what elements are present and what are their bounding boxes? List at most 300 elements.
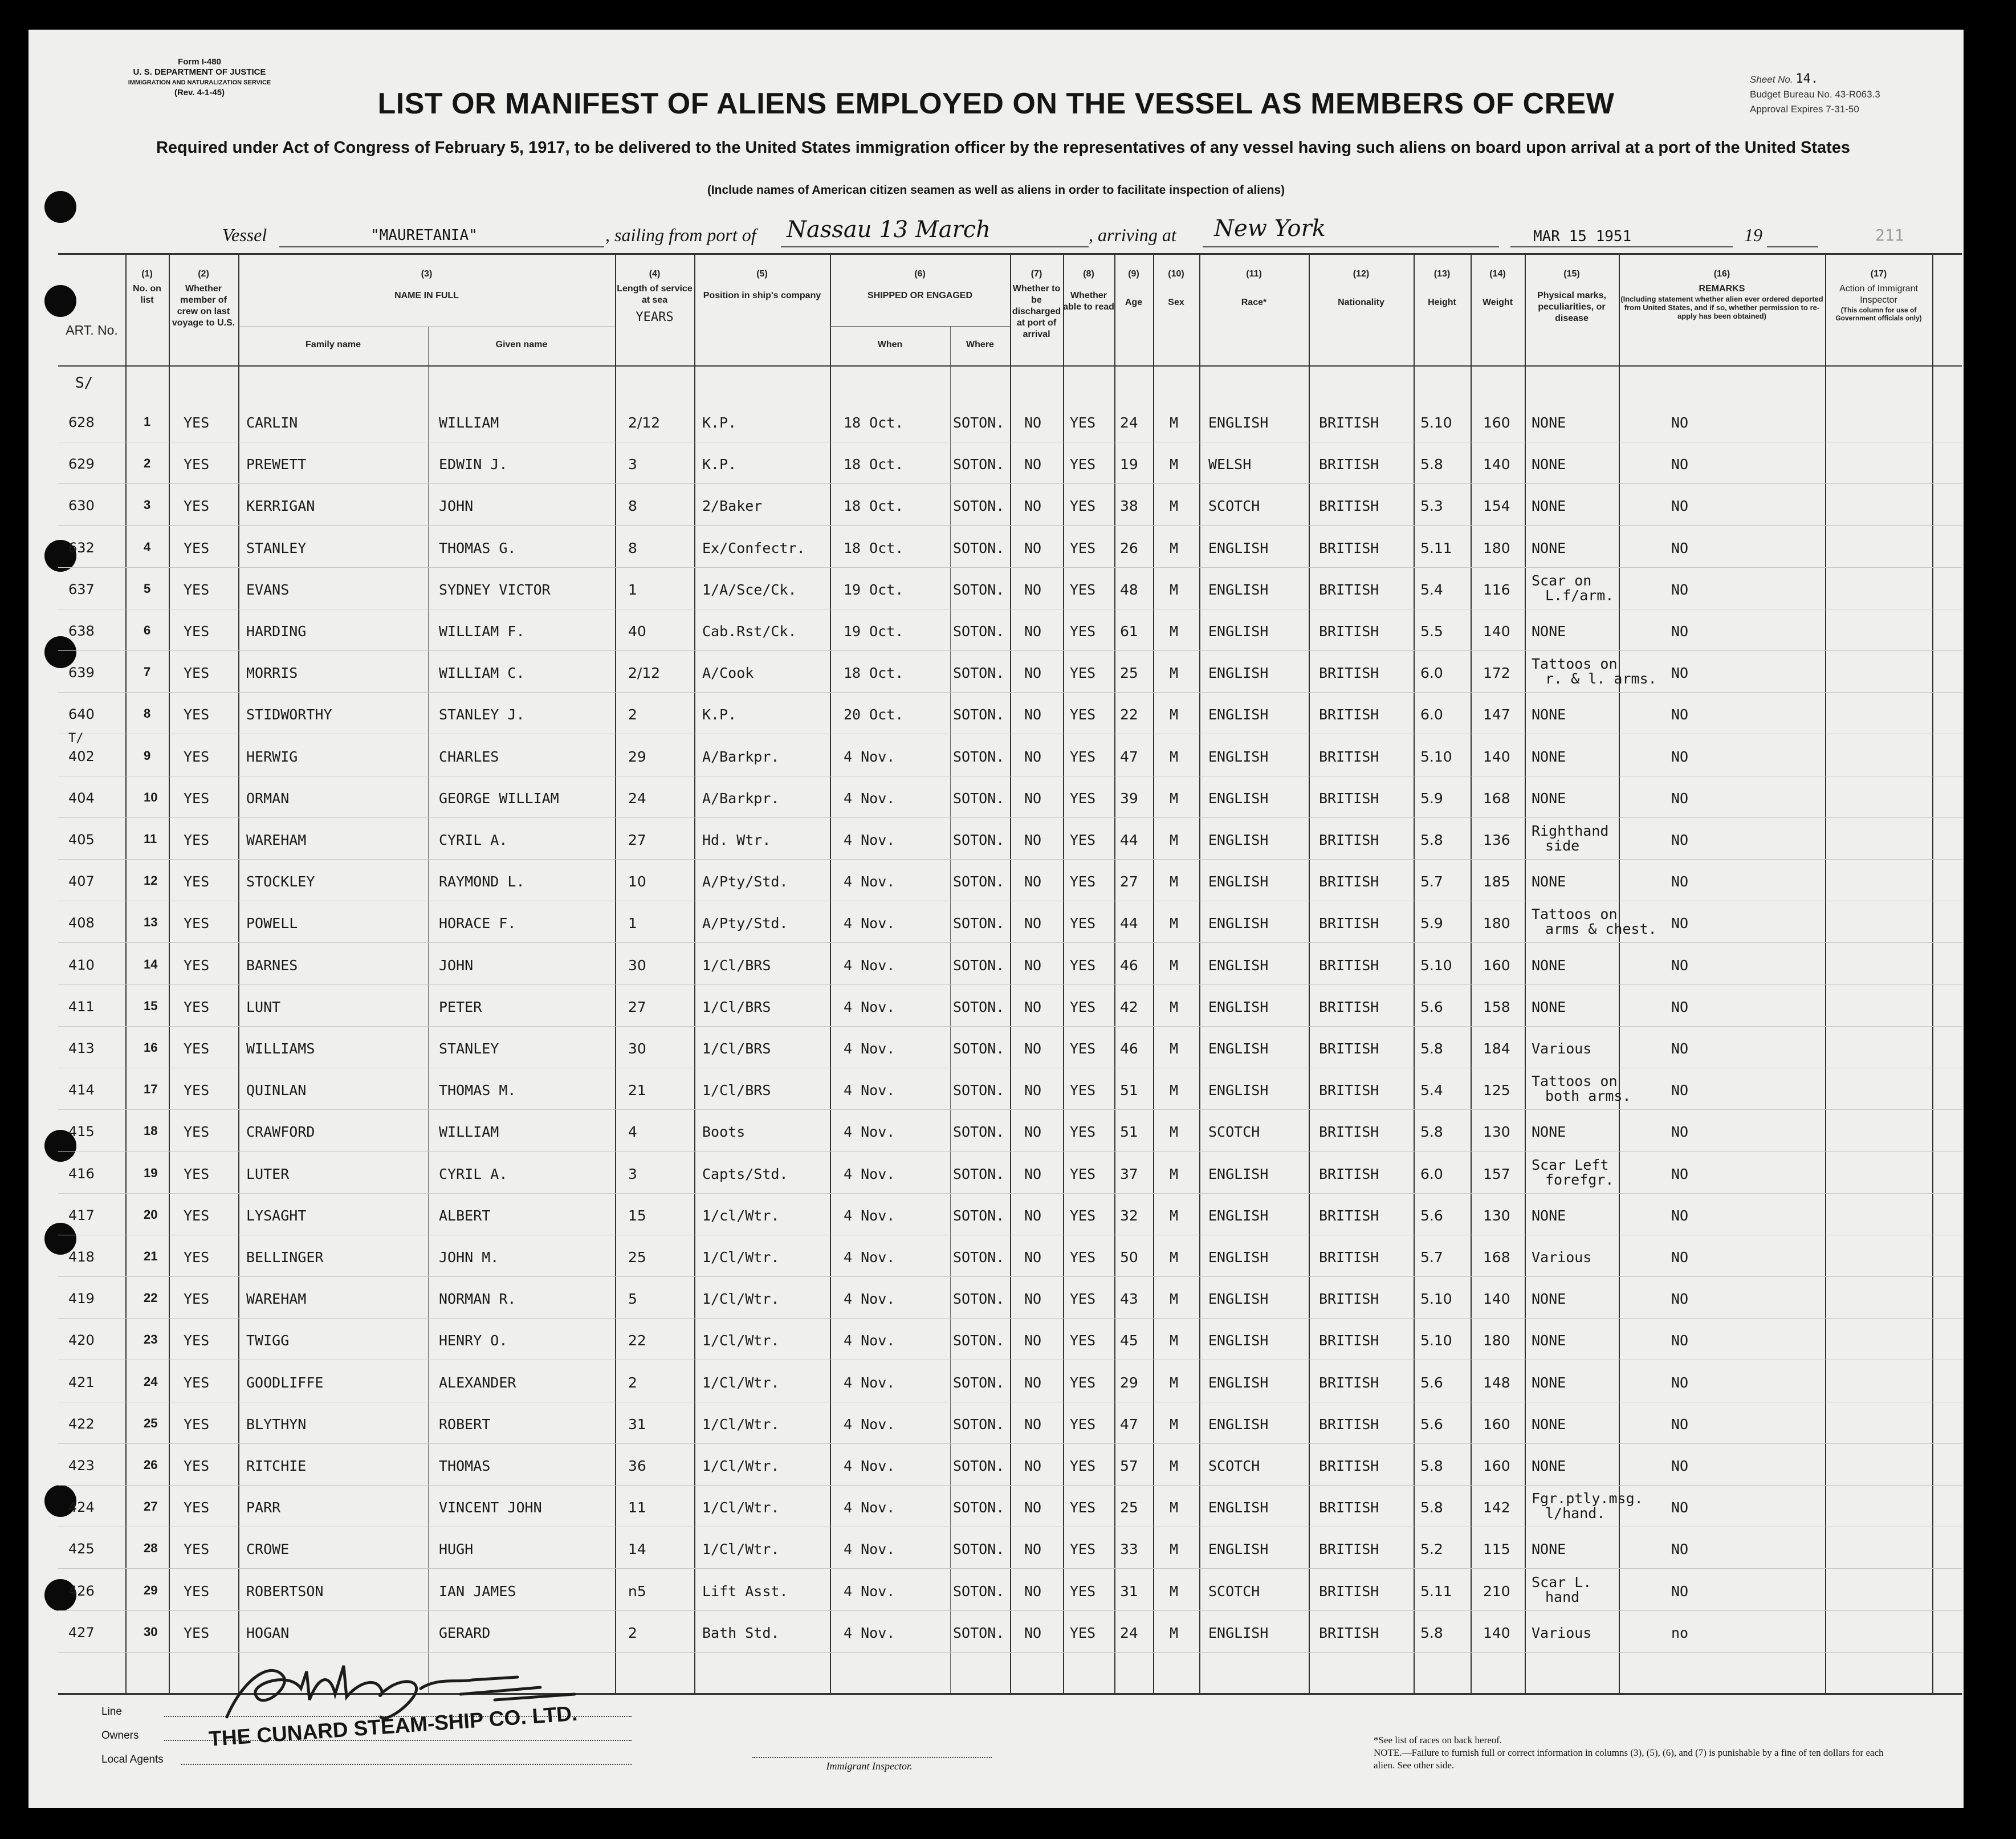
physical-marks: NONE	[1532, 706, 1566, 723]
position: 1/Cl/Wtr.	[702, 1458, 780, 1474]
service-length: 2/12	[628, 414, 661, 431]
table-row	[58, 1571, 1962, 1612]
given-name: ALBERT	[439, 1207, 491, 1224]
nationality: BRITISH	[1319, 832, 1379, 848]
footer-line-label: Line	[101, 1706, 122, 1718]
discharged: NO	[1024, 1332, 1042, 1349]
vessel-name: "MAURETANIA"	[370, 227, 478, 244]
weight: 184	[1483, 1040, 1510, 1057]
nationality: BRITISH	[1319, 1541, 1379, 1558]
able-to-read: YES	[1070, 748, 1096, 765]
header-7: (7) Whether to be discharged at port of arrival	[1012, 269, 1061, 339]
remarks: NO	[1671, 748, 1689, 765]
position: A/Barkpr.	[702, 748, 780, 765]
sex: M	[1170, 706, 1179, 723]
family-name: BELLINGER	[246, 1249, 324, 1266]
age: 26	[1120, 539, 1138, 556]
age: 37	[1120, 1165, 1138, 1182]
remarks: NO	[1671, 1249, 1689, 1266]
sex: M	[1170, 1082, 1179, 1099]
position: Lift Asst.	[702, 1582, 788, 1600]
family-name: LUTER	[246, 1165, 290, 1182]
table-row	[58, 527, 1962, 569]
family-name: MORRIS	[246, 665, 298, 682]
age: 43	[1120, 1291, 1138, 1308]
physical-marks: Righthand	[1532, 823, 1609, 839]
able-to-read: YES	[1070, 414, 1096, 431]
physical-marks: NONE	[1532, 1332, 1566, 1349]
shipped-where: SOTON.	[953, 998, 1005, 1015]
table-row	[58, 1028, 1962, 1069]
last-voyage: YES	[184, 1082, 210, 1099]
height: 5.5	[1420, 623, 1443, 640]
position: 1/Cl/Wtr.	[702, 1541, 780, 1558]
shipped-when: 4 Nov.	[844, 832, 895, 848]
family-name: GOODLIFFE	[246, 1374, 324, 1391]
shipped-where: SOTON.	[953, 1291, 1005, 1308]
physical-marks: Various	[1532, 1624, 1592, 1641]
age: 57	[1120, 1458, 1138, 1474]
art-no: 408	[68, 915, 95, 931]
list-no: 17	[144, 1082, 158, 1097]
service-length: 3	[628, 1165, 637, 1182]
shipped-when: 4 Nov.	[844, 873, 895, 890]
service-length: 22	[628, 1332, 646, 1349]
shipped-where: SOTON.	[953, 665, 1005, 682]
discharged: NO	[1024, 1082, 1042, 1099]
discharged: NO	[1024, 1124, 1042, 1141]
weight: 140	[1483, 748, 1510, 765]
discharged: NO	[1024, 915, 1042, 932]
height: 5.10	[1420, 1291, 1452, 1308]
shipped-when: 4 Nov.	[844, 1249, 895, 1266]
table-row	[58, 819, 1962, 861]
given-name: JOHN	[439, 498, 474, 515]
art-no: 628	[68, 414, 95, 430]
shipped-when: 18 Oct.	[844, 414, 904, 431]
race: ENGLISH	[1208, 1374, 1269, 1391]
position: 1/Cl/BRS	[702, 1082, 771, 1099]
art-no: 629	[68, 456, 95, 473]
last-voyage: YES	[184, 1291, 210, 1308]
position: 1/Cl/BRS	[702, 998, 771, 1015]
physical-marks: NONE	[1532, 998, 1566, 1015]
height: 6.0	[1420, 1165, 1443, 1182]
weight: 180	[1483, 539, 1510, 556]
able-to-read: YES	[1070, 790, 1096, 807]
header-2: (2) Whether member of crew on last voyage to U.S.	[172, 269, 235, 328]
weight: 168	[1483, 1249, 1510, 1266]
list-no: 24	[144, 1374, 158, 1389]
footer-notes	[1374, 1734, 1887, 1772]
discharged: NO	[1024, 998, 1042, 1015]
shipped-where: SOTON.	[953, 706, 1005, 723]
nationality: BRITISH	[1319, 1499, 1379, 1516]
age: 25	[1120, 1499, 1138, 1516]
remarks: NO	[1671, 665, 1689, 682]
header-10: (10) Sex	[1168, 269, 1184, 307]
physical-marks: NONE	[1532, 623, 1566, 640]
arriving-label: , arriving at	[1089, 225, 1176, 245]
position: Bath Std.	[702, 1624, 780, 1641]
discharged: NO	[1024, 581, 1042, 598]
age: 27	[1120, 873, 1138, 890]
sex: M	[1170, 665, 1179, 682]
list-no: 3	[144, 498, 151, 512]
shipped-when: 18 Oct.	[844, 498, 904, 515]
given-name: JOHN	[439, 957, 474, 974]
family-name: LUNT	[246, 998, 281, 1015]
height: 5.8	[1420, 832, 1443, 848]
able-to-read: YES	[1070, 1249, 1096, 1266]
service-length: 40	[628, 623, 646, 640]
art-no: 407	[68, 873, 95, 890]
family-name: CRAWFORD	[246, 1124, 315, 1141]
discharged: NO	[1024, 623, 1042, 640]
remarks: NO	[1671, 1499, 1689, 1516]
given-name: WILLIAM	[439, 414, 499, 431]
height: 5.10	[1420, 1332, 1452, 1349]
able-to-read: YES	[1070, 998, 1096, 1015]
weight: 140	[1483, 1624, 1510, 1641]
last-voyage: YES	[184, 873, 210, 890]
last-voyage: YES	[184, 1499, 210, 1516]
shipped-when: 4 Nov.	[844, 1040, 895, 1057]
given-name: GERARD	[439, 1624, 491, 1641]
art-no: 418	[68, 1249, 95, 1265]
list-no: 30	[144, 1624, 158, 1639]
able-to-read: YES	[1070, 1082, 1096, 1099]
service-length: 1	[628, 581, 637, 598]
last-voyage: YES	[184, 706, 210, 723]
able-to-read: YES	[1070, 581, 1096, 598]
race: ENGLISH	[1208, 1332, 1269, 1349]
list-no: 12	[144, 873, 158, 888]
age: 31	[1120, 1582, 1138, 1600]
service-length: 27	[628, 832, 646, 848]
able-to-read: YES	[1070, 706, 1096, 723]
header-5: (5) Position in ship's company	[703, 269, 821, 300]
able-to-read: YES	[1070, 1499, 1096, 1516]
list-no: 4	[144, 539, 151, 554]
nationality: BRITISH	[1319, 915, 1379, 932]
able-to-read: YES	[1070, 915, 1096, 932]
shipped-when: 18 Oct.	[844, 665, 904, 682]
weight: 140	[1483, 456, 1510, 473]
height: 5.11	[1420, 539, 1452, 556]
given-name: GEORGE WILLIAM	[439, 790, 559, 807]
position: Boots	[702, 1124, 746, 1141]
remarks: NO	[1671, 1082, 1689, 1099]
physical-marks-line2: forefgr.	[1545, 1171, 1614, 1188]
nationality: BRITISH	[1319, 1207, 1379, 1224]
subtitle-note: (Include names of American citizen seamen as well as aliens in order to facilitate inspection of aliens)	[707, 184, 1285, 197]
discharged: NO	[1024, 1291, 1042, 1308]
last-voyage: YES	[184, 1249, 210, 1266]
weight: 130	[1483, 1207, 1510, 1224]
physical-marks: NONE	[1532, 498, 1566, 515]
age: 47	[1120, 748, 1138, 765]
able-to-read: YES	[1070, 832, 1096, 848]
header-8: (8) Whether able to read	[1063, 269, 1114, 312]
nationality: BRITISH	[1319, 1124, 1379, 1141]
race: ENGLISH	[1208, 414, 1269, 431]
discharged: NO	[1024, 957, 1042, 974]
shipped-where: SOTON.	[953, 623, 1005, 640]
position: 1/Cl/Wtr.	[702, 1415, 780, 1433]
sex: M	[1170, 915, 1179, 932]
manifest-sheet	[28, 30, 1964, 1808]
discharged: NO	[1024, 665, 1042, 682]
given-name: STANLEY J.	[439, 706, 525, 723]
able-to-read: YES	[1070, 957, 1096, 974]
service-length: 2/12	[628, 665, 661, 682]
race: ENGLISH	[1208, 706, 1269, 723]
able-to-read: YES	[1070, 623, 1096, 640]
sex: M	[1170, 1624, 1179, 1641]
family-name: POWELL	[246, 915, 298, 932]
physical-marks: NONE	[1532, 790, 1566, 807]
physical-marks-line2: both arms.	[1545, 1088, 1631, 1105]
last-voyage: YES	[184, 665, 210, 682]
weight: 140	[1483, 623, 1510, 640]
nationality: BRITISH	[1319, 748, 1379, 765]
nationality: BRITISH	[1319, 456, 1379, 473]
last-voyage: YES	[184, 1582, 210, 1600]
list-no: 18	[144, 1124, 158, 1138]
table-row	[58, 731, 1962, 778]
position: 2/Baker	[702, 498, 763, 515]
remarks: NO	[1671, 998, 1689, 1015]
remarks: NO	[1671, 498, 1689, 515]
race: ENGLISH	[1208, 1499, 1269, 1516]
service-length: 8	[628, 498, 637, 515]
given-name: WILLIAM C.	[439, 665, 525, 682]
discharged: NO	[1024, 1458, 1042, 1474]
table-row	[58, 1403, 1962, 1445]
weight: 180	[1483, 915, 1510, 932]
sex: M	[1170, 1040, 1179, 1057]
family-name: QUINLAN	[246, 1082, 307, 1099]
art-prefix: S/	[75, 375, 93, 392]
remarks: NO	[1671, 1541, 1689, 1558]
service-length: 3	[628, 456, 637, 473]
physical-marks: NONE	[1532, 957, 1566, 974]
shipped-where: SOTON.	[953, 790, 1005, 807]
sex: M	[1170, 873, 1179, 890]
family-name: ROBERTSON	[246, 1582, 324, 1600]
last-voyage: YES	[184, 539, 210, 556]
nationality: BRITISH	[1319, 1165, 1379, 1182]
header-17: (17) Action of Immigrant Inspector (This column for use of Government officials only)	[1835, 269, 1922, 322]
discharged: NO	[1024, 1415, 1042, 1433]
discharged: NO	[1024, 414, 1042, 431]
discharged: NO	[1024, 706, 1042, 723]
weight: 158	[1483, 998, 1510, 1015]
discharged: NO	[1024, 456, 1042, 473]
able-to-read: YES	[1070, 1124, 1096, 1141]
given-name: WILLIAM	[439, 1124, 499, 1141]
shipped-when: 4 Nov.	[844, 1332, 895, 1349]
height: 5.9	[1420, 915, 1443, 932]
discharged: NO	[1024, 1249, 1042, 1266]
service-length: 30	[628, 957, 646, 974]
remarks: NO	[1671, 456, 1689, 473]
age: 29	[1120, 1374, 1138, 1391]
position: 1/Cl/Wtr.	[702, 1332, 780, 1349]
family-name: STANLEY	[246, 539, 307, 556]
position: A/Pty/Std.	[702, 915, 788, 932]
height: 5.11	[1420, 1582, 1452, 1600]
height: 5.4	[1420, 581, 1443, 598]
physical-marks: NONE	[1532, 539, 1566, 556]
art-no: 417	[68, 1207, 95, 1223]
shipped-when: 19 Oct.	[844, 623, 904, 640]
position: 1/Cl/BRS	[702, 957, 771, 974]
given-name: CYRIL A.	[439, 832, 508, 848]
list-no: 21	[144, 1249, 158, 1263]
physical-marks: NONE	[1532, 456, 1566, 473]
art-no: 414	[68, 1082, 95, 1098]
race: ENGLISH	[1208, 539, 1269, 556]
nationality: BRITISH	[1319, 790, 1379, 807]
remarks: NO	[1671, 790, 1689, 807]
sex: M	[1170, 1374, 1179, 1391]
revision: (Rev. 4-1-45)	[174, 88, 225, 97]
weight: 140	[1483, 1291, 1510, 1308]
shipped-when: 4 Nov.	[844, 1458, 895, 1474]
table-row	[58, 611, 1962, 652]
list-no: 29	[144, 1582, 158, 1597]
able-to-read: YES	[1070, 1415, 1096, 1433]
shipped-when: 4 Nov.	[844, 1374, 895, 1391]
weight: 185	[1483, 873, 1510, 890]
service-length: 8	[628, 539, 637, 556]
nationality: BRITISH	[1319, 1332, 1379, 1349]
age: 39	[1120, 790, 1138, 807]
art-no: 420	[68, 1332, 95, 1349]
list-no: 25	[144, 1415, 158, 1430]
position: Ex/Confectr.	[702, 539, 805, 556]
nationality: BRITISH	[1319, 1291, 1379, 1308]
art-no: 422	[68, 1415, 95, 1432]
height: 5.2	[1420, 1541, 1443, 1558]
able-to-read: YES	[1070, 498, 1096, 515]
arrival-port: New York	[1214, 215, 1326, 242]
able-to-read: YES	[1070, 1541, 1096, 1558]
shipped-where: SOTON.	[953, 1458, 1005, 1474]
able-to-read: YES	[1070, 873, 1096, 890]
race: ENGLISH	[1208, 665, 1269, 682]
sex: M	[1170, 414, 1179, 431]
note-races: *See list of races on back hereof.	[1374, 1735, 1502, 1746]
service-length: 25	[628, 1249, 646, 1266]
height: 5.8	[1420, 1624, 1443, 1641]
physical-marks-line2: r. & l. arms.	[1545, 670, 1657, 687]
physical-marks-line2: arms & chest.	[1545, 921, 1657, 938]
family-name: ORMAN	[246, 790, 290, 807]
table-row	[58, 694, 1962, 735]
vessel-label: Vessel	[222, 225, 267, 245]
able-to-read: YES	[1070, 1332, 1096, 1349]
art-no: 402	[68, 748, 95, 764]
list-no: 5	[144, 581, 151, 596]
list-no: 6	[144, 623, 151, 637]
given-name: HORACE F.	[439, 915, 516, 932]
shipped-when: 18 Oct.	[844, 456, 904, 473]
physical-marks-line2: l/hand.	[1545, 1505, 1606, 1522]
weight: 125	[1483, 1082, 1510, 1099]
sex: M	[1170, 748, 1179, 765]
nationality: BRITISH	[1319, 539, 1379, 556]
art-no: 404	[68, 790, 95, 806]
position: A/Cook	[702, 665, 754, 682]
service-length: 10	[628, 873, 646, 890]
art-no: 413	[68, 1040, 95, 1056]
able-to-read: YES	[1070, 1374, 1096, 1391]
remarks: NO	[1671, 1415, 1689, 1433]
discharged: NO	[1024, 1165, 1042, 1182]
physical-marks: NONE	[1532, 1541, 1566, 1558]
last-voyage: YES	[184, 1207, 210, 1224]
physical-marks: Various	[1532, 1040, 1592, 1057]
list-no: 16	[144, 1040, 158, 1055]
given-name: HENRY O.	[439, 1332, 508, 1349]
art-no: 405	[68, 832, 95, 848]
discharged: NO	[1024, 1541, 1042, 1558]
height: 5.8	[1420, 1040, 1443, 1057]
position: K.P.	[702, 456, 737, 473]
weight: 210	[1483, 1582, 1510, 1600]
list-no: 13	[144, 915, 158, 930]
last-voyage: YES	[184, 414, 210, 431]
art-no: 426	[68, 1582, 95, 1599]
given-name: HUGH	[439, 1541, 474, 1558]
nationality: BRITISH	[1319, 1624, 1379, 1641]
nationality: BRITISH	[1319, 706, 1379, 723]
table-row	[58, 1612, 1962, 1654]
header-art-no: ART. No.	[66, 323, 118, 337]
race: ENGLISH	[1208, 623, 1269, 640]
subtitle: Required under Act of Congress of February 5, 1917, to be delivered to the United States immigration officer by the representatives of any vessel having such aliens on board upon arrival at a port of the United States	[156, 139, 1851, 157]
race: ENGLISH	[1208, 581, 1269, 598]
family-name: WAREHAM	[246, 1291, 307, 1308]
age: 48	[1120, 581, 1138, 598]
sex: M	[1170, 1249, 1179, 1266]
list-no: 20	[144, 1207, 158, 1222]
remarks: NO	[1671, 1291, 1689, 1308]
height: 5.10	[1420, 414, 1452, 431]
given-name: WILLIAM F.	[439, 623, 525, 640]
remarks: no	[1671, 1624, 1689, 1641]
age: 24	[1120, 1624, 1138, 1641]
budget-bureau: Budget Bureau No. 43-R063.3	[1750, 89, 1880, 100]
height: 5.8	[1420, 456, 1443, 473]
weight: 157	[1483, 1165, 1510, 1182]
able-to-read: YES	[1070, 1582, 1096, 1600]
weight: 130	[1483, 1124, 1510, 1141]
art-no: 632	[68, 539, 95, 556]
shipped-where: SOTON.	[953, 414, 1005, 431]
table-row	[58, 902, 1962, 944]
art-no: 423	[68, 1458, 95, 1474]
discharged: NO	[1024, 1624, 1042, 1641]
given-name: VINCENT JOHN	[439, 1499, 542, 1516]
physical-marks: Various	[1532, 1249, 1592, 1266]
list-no: 9	[144, 748, 151, 763]
able-to-read: YES	[1070, 1040, 1096, 1057]
header-given: Given name	[495, 340, 548, 349]
